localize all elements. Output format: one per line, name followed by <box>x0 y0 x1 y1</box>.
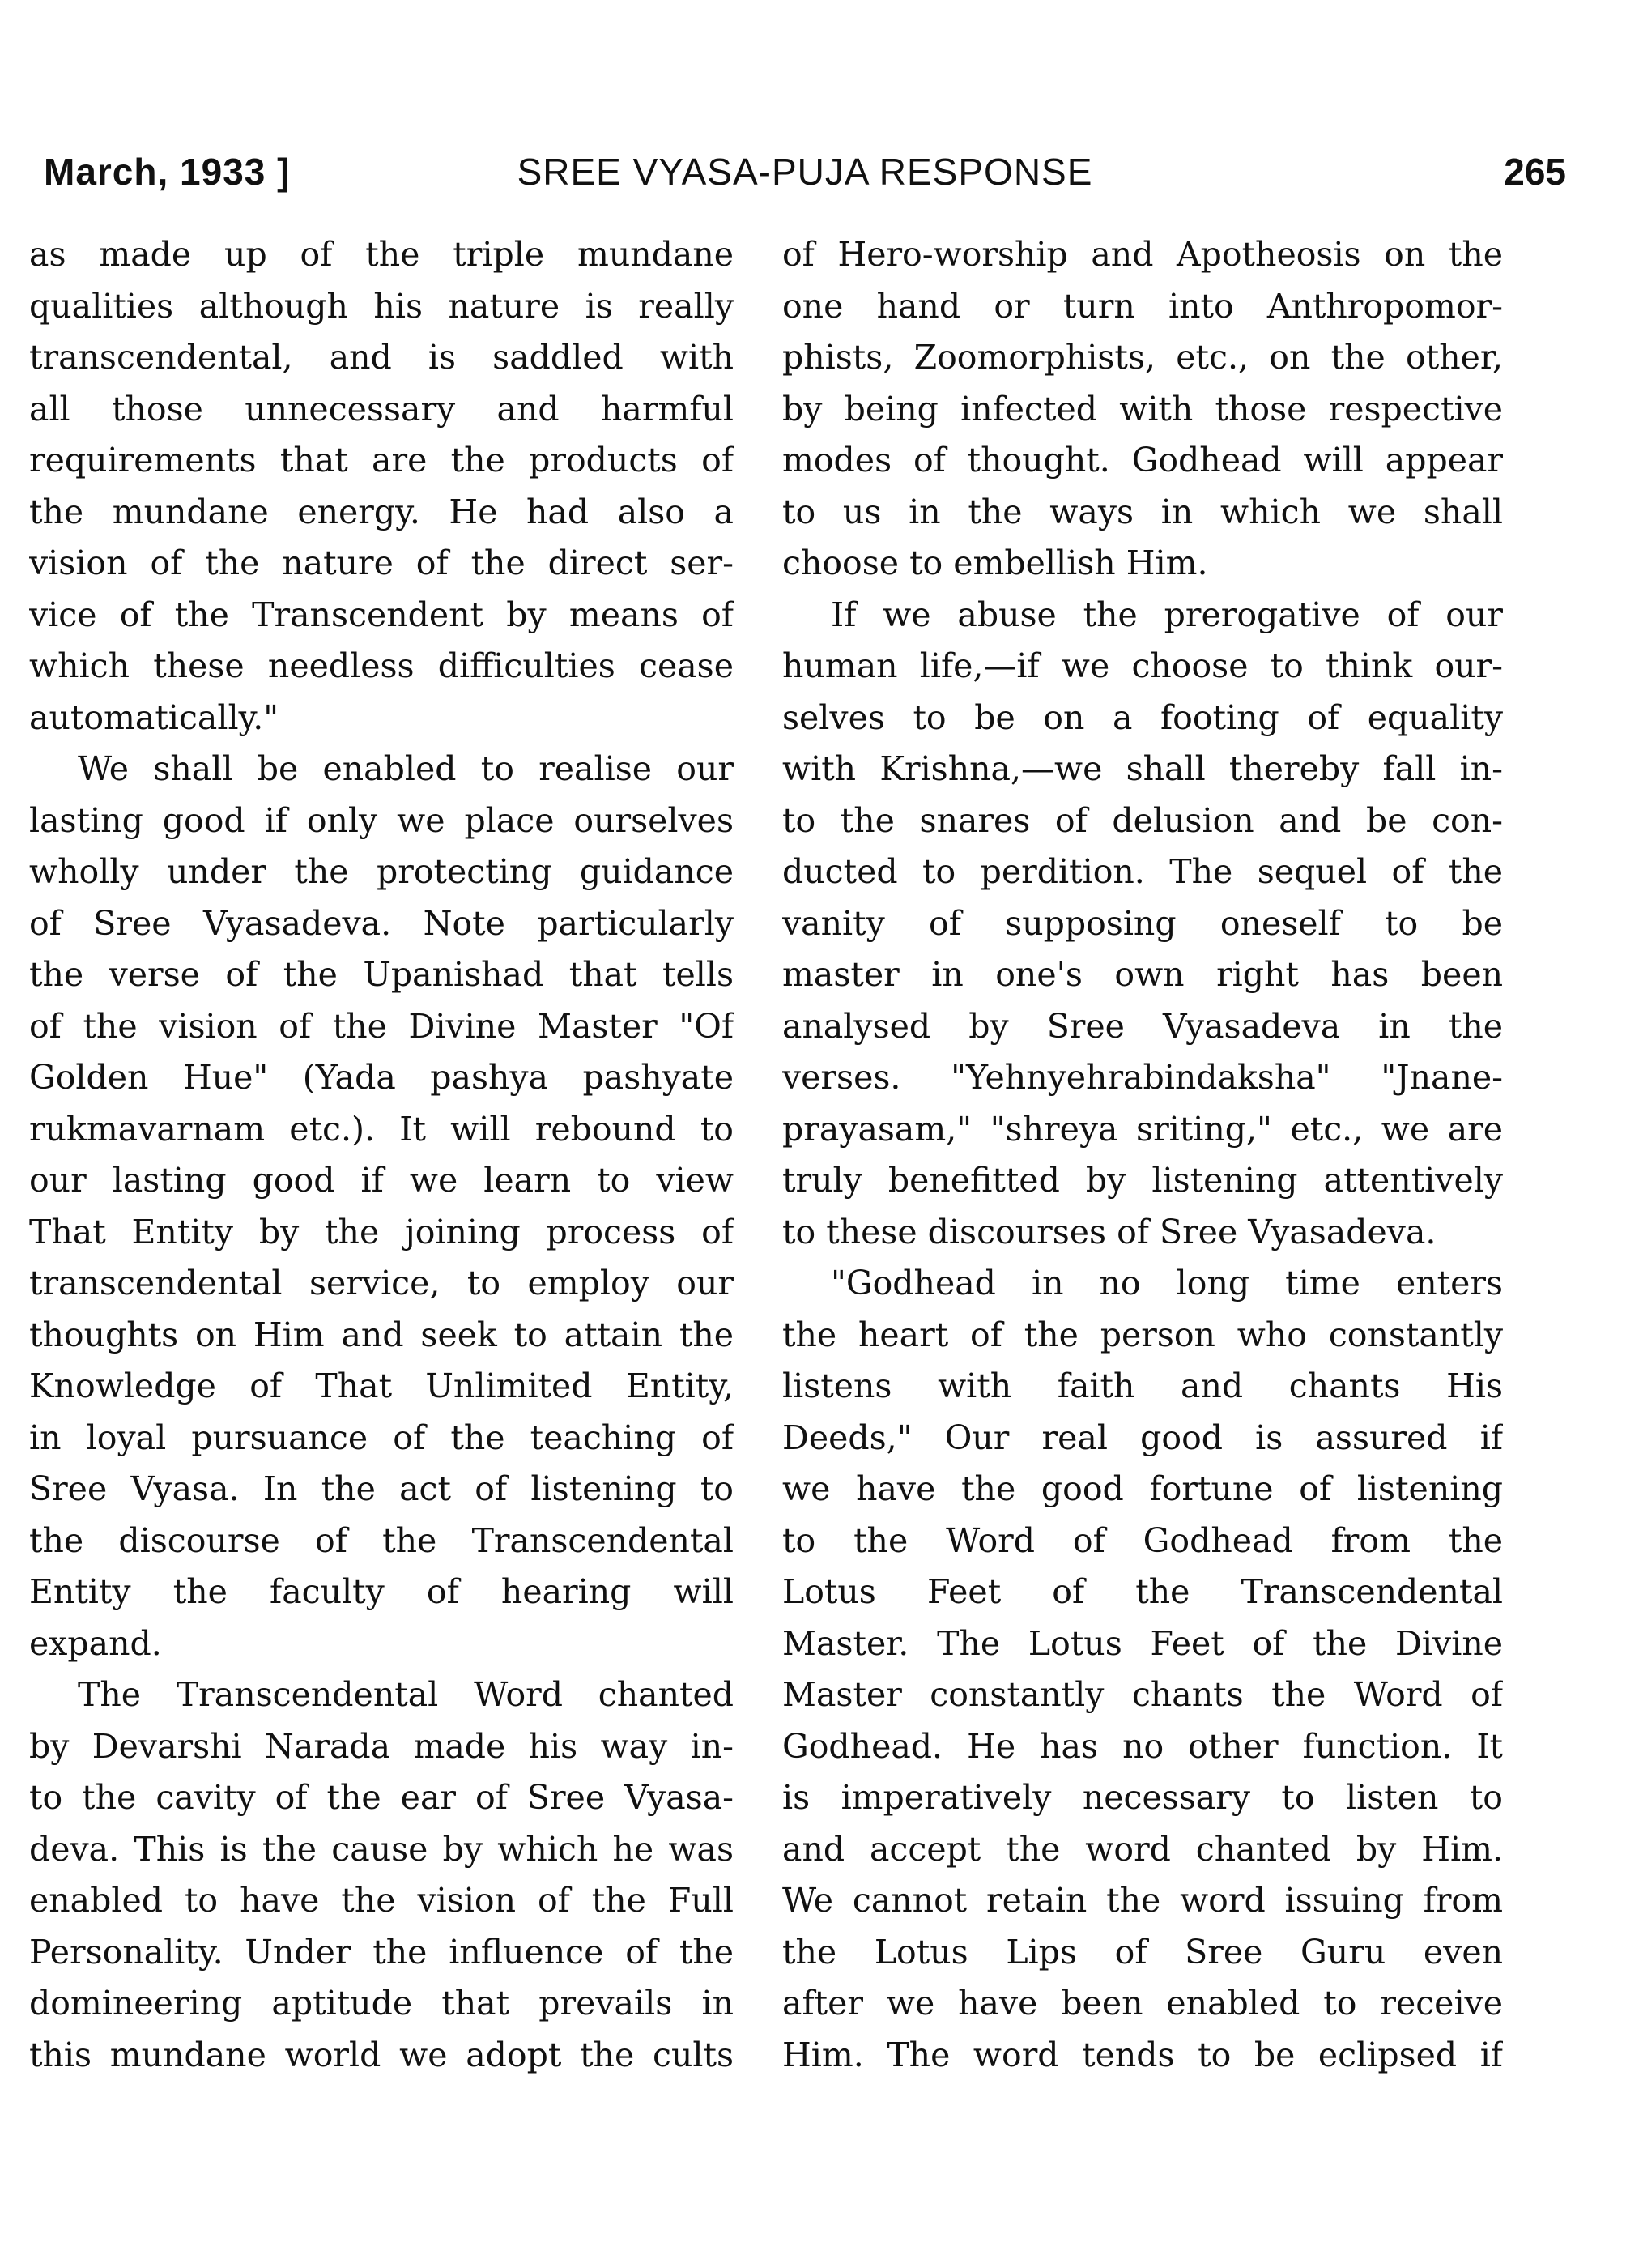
text-line: qualities although his nature is really <box>29 286 734 326</box>
text-line: Personality. Under the influence of the <box>29 1932 734 1972</box>
text-line: to us in the ways in which we shall <box>782 492 1503 531</box>
text-line: to these discourses of Sree Vyasadeva. <box>782 1212 1437 1251</box>
text-line: lasting good if only we place ourselves <box>29 800 734 840</box>
text-line: Lotus Feet of the Transcendental <box>782 1572 1503 1611</box>
text-line: transcendental, and is saddled with <box>29 338 734 377</box>
text-line: Him. The word tends to be eclipsed if <box>782 2035 1503 2074</box>
text-line: "Godhead in no long time enters <box>831 1264 1503 1302</box>
text-line: after we have been enabled to receive <box>782 1984 1503 2023</box>
text-line: to the snares of delusion and be con- <box>782 800 1503 840</box>
text-line: If we abuse the prerogative of our <box>831 595 1503 634</box>
text-line: the verse of the Upanishad that tells <box>29 955 734 994</box>
text-line: choose to embellish Him. <box>782 544 1208 582</box>
text-line: our lasting good if we learn to view <box>29 1161 734 1200</box>
text-line: by Devarshi Narada made his way in- <box>29 1726 734 1766</box>
text-line: rukmavarnam etc.). It will rebound to <box>29 1109 734 1149</box>
text-line: of the vision of the Divine Master "Of <box>29 1006 734 1046</box>
text-line: with Krishna,—we shall thereby fall in- <box>782 749 1503 788</box>
text-line: one hand or turn into Anthropomor- <box>782 286 1503 326</box>
text-line: expand. <box>29 1623 162 1663</box>
text-line: Entity the faculty of hearing will <box>29 1572 734 1611</box>
text-line: all those unnecessary and harmful <box>29 389 734 428</box>
text-line: deva. This is the cause by which he was <box>29 1829 734 1869</box>
text-line: of Hero-worship and Apotheosis on the <box>782 235 1503 274</box>
text-line: master in one's own right has been <box>782 955 1503 994</box>
text-line: Golden Hue" (Yada pashya pashyate <box>29 1058 734 1097</box>
text-line: the Lotus Lips of Sree Guru even <box>782 1932 1503 1972</box>
page-title: SREE VYASA-PUJA RESPONSE <box>517 151 1093 193</box>
text-line: domineering aptitude that prevails in <box>29 1984 734 2023</box>
right-column <box>782 229 1503 2081</box>
issue-date: March, 1933 ] <box>44 151 291 193</box>
text-line: That Entity by the joining process of <box>29 1212 734 1251</box>
text-line: Master. The Lotus Feet of the Divine <box>782 1623 1503 1663</box>
text-line: We cannot retain the word issuing from <box>782 1881 1503 1920</box>
text-line: to the cavity of the ear of Sree Vyasa- <box>29 1778 734 1817</box>
text-line: this mundane world we adopt the cults <box>29 2035 734 2074</box>
text-line: modes of thought. Godhead will appear <box>782 441 1503 480</box>
text-line: phists, Zoomorphists, etc., on the other, <box>782 338 1503 377</box>
text-line: human life,—if we choose to think our- <box>782 646 1503 685</box>
text-line: verses. "Yehnyehrabindaksha" "Jnane- <box>782 1058 1503 1097</box>
text-line: thoughts on Him and seek to attain the <box>29 1315 734 1354</box>
text-line: enabled to have the vision of the Full <box>29 1881 734 1920</box>
text-line: ducted to perdition. The sequel of the <box>782 852 1503 891</box>
text-line: prayasam," "shreya sriting," etc., we are <box>782 1109 1503 1149</box>
text-line: wholly under the protecting guidance <box>29 852 734 891</box>
text-line: we have the good fortune of listening <box>782 1469 1503 1508</box>
text-line: automatically." <box>29 697 279 737</box>
text-line: and accept the word chanted by Him. <box>782 1829 1503 1869</box>
text-line: is imperatively necessary to listen to <box>782 1778 1503 1817</box>
text-line: truly benefitted by listening attentively <box>782 1161 1503 1200</box>
text-line: vice of the Transcendent by means of <box>29 595 734 634</box>
text-line: Deeds," Our real good is assured if <box>782 1418 1503 1457</box>
text-line: listens with faith and chants His <box>782 1366 1503 1405</box>
page-number: 265 <box>1504 151 1566 193</box>
text-line: Sree Vyasa. In the act of listening to <box>29 1469 734 1508</box>
text-line: in loyal pursuance of the teaching of <box>29 1418 734 1457</box>
text-line: which these needless difficulties cease <box>29 646 734 685</box>
text-line: Godhead. He has no other function. It <box>782 1726 1503 1766</box>
text-line: transcendental service, to employ our <box>29 1264 734 1302</box>
text-line: analysed by Sree Vyasadeva in the <box>782 1006 1503 1046</box>
text-line: the mundane energy. He had also a <box>29 492 734 531</box>
text-line: as made up of the triple mundane <box>29 235 734 274</box>
text-line: selves to be on a footing of equality <box>782 697 1503 737</box>
text-line: to the Word of Godhead from the <box>782 1520 1503 1560</box>
left-column <box>29 229 734 2081</box>
text-line: the discourse of the Transcendental <box>29 1520 734 1560</box>
text-line: by being infected with those respective <box>782 389 1503 428</box>
text-line: the heart of the person who constantly <box>782 1315 1503 1354</box>
text-line: Knowledge of That Unlimited Entity, <box>29 1366 734 1405</box>
running-header <box>44 150 1566 207</box>
text-line: requirements that are the products of <box>29 441 734 480</box>
text-line: Master constantly chants the Word of <box>782 1675 1503 1714</box>
text-line: of Sree Vyasadeva. Note particularly <box>29 903 734 943</box>
text-line: We shall be enabled to realise our <box>78 749 734 788</box>
text-line: vanity of supposing oneself to be <box>782 903 1503 943</box>
text-line: vision of the nature of the direct ser- <box>29 544 734 582</box>
text-line: The Transcendental Word chanted <box>78 1675 734 1714</box>
